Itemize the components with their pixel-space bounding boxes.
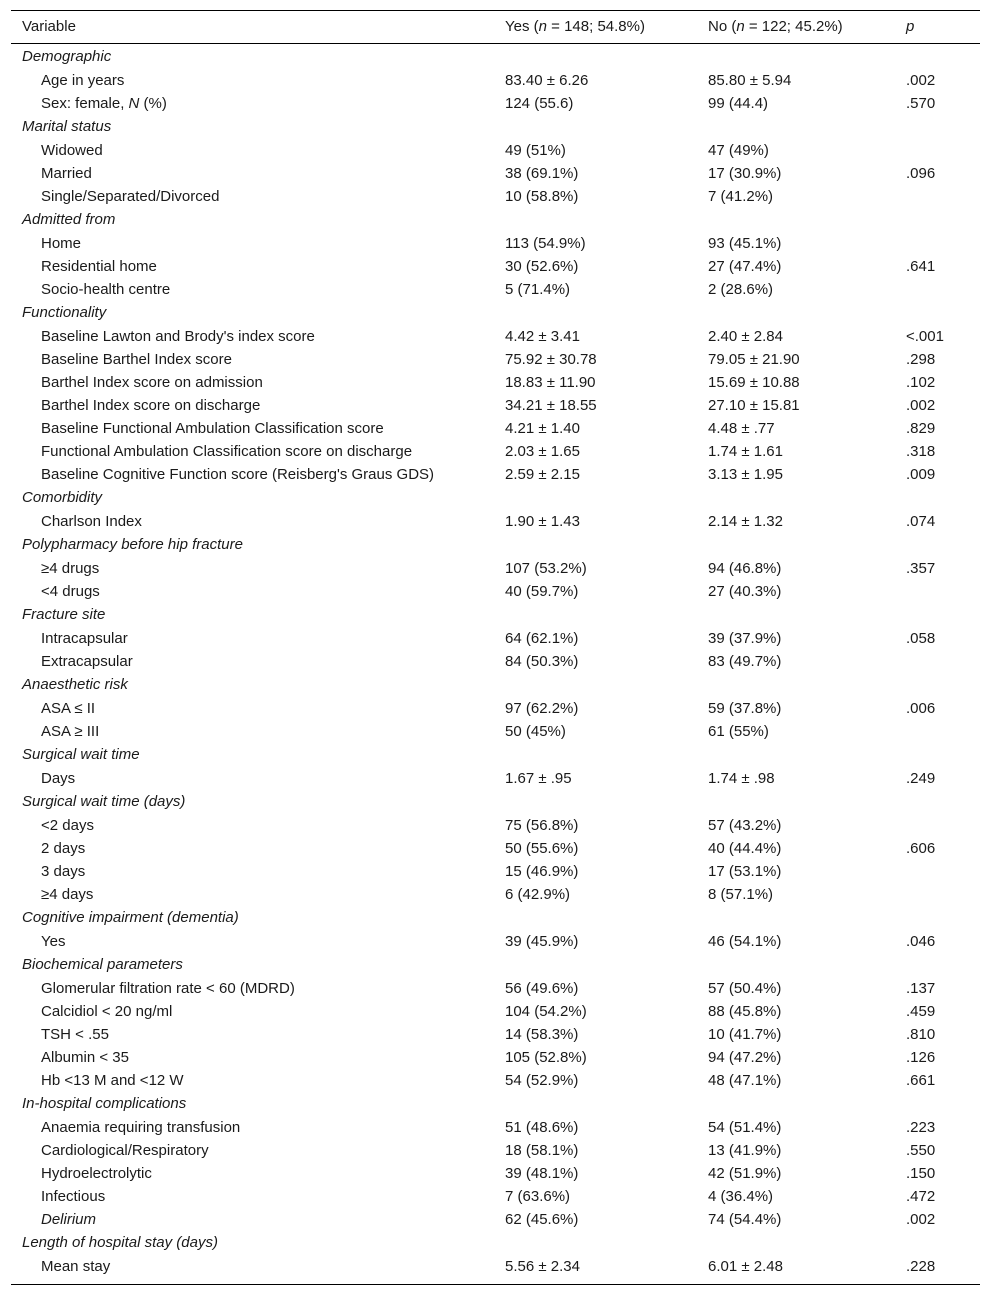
section-label: Cognitive impairment (dementia): [22, 909, 239, 926]
yes-value: 83.40 ± 6.26: [505, 72, 589, 89]
row-label: Calcidiol < 20 ng/ml: [41, 1003, 173, 1020]
no-value: 46 (54.1%): [708, 933, 782, 950]
no-value: 2.14 ± 1.32: [708, 513, 783, 530]
yes-value: 4.21 ± 1.40: [505, 420, 580, 437]
no-value: 1.74 ± .98: [708, 770, 775, 787]
table-row: [11, 69, 980, 92]
yes-value: 50 (55.6%): [505, 840, 579, 857]
no-value: 27 (40.3%): [708, 583, 782, 600]
section-label: Polypharmacy before hip fracture: [22, 536, 243, 553]
section-row: [11, 301, 980, 325]
row-label: Yes: [41, 933, 66, 950]
table-row: [11, 255, 980, 278]
row-label: Hb <13 M and <12 W: [41, 1072, 184, 1089]
p-value: .661: [906, 1072, 936, 1089]
table-row: [11, 1116, 980, 1139]
table-row: [11, 1162, 980, 1185]
p-value: .102: [906, 374, 936, 391]
data-table: [11, 10, 980, 1285]
yes-value: 40 (59.7%): [505, 583, 579, 600]
section-label: Functionality: [22, 304, 107, 321]
p-value: .810: [906, 1026, 936, 1043]
p-value: .829: [906, 420, 936, 437]
row-label: ASA ≤ II: [41, 700, 96, 717]
no-value: 17 (53.1%): [708, 863, 782, 880]
p-value: .606: [906, 840, 936, 857]
yes-value: 75 (56.8%): [505, 817, 579, 834]
row-label: 2 days: [41, 840, 86, 857]
section-label: Anaesthetic risk: [22, 676, 128, 693]
row-label: Intracapsular: [41, 630, 128, 647]
row-label: Albumin < 35: [41, 1049, 129, 1066]
section-row: [11, 486, 980, 510]
table-row: [11, 697, 980, 720]
table-body: [11, 44, 980, 1284]
no-value: 99 (44.4): [708, 95, 769, 112]
table-row: [11, 580, 980, 603]
section-label: Marital status: [22, 118, 112, 135]
section-label: Surgical wait time (days): [22, 793, 186, 810]
no-value: 79.05 ± 21.90: [708, 351, 800, 368]
row-label: Age in years: [41, 72, 125, 89]
table-row: [11, 139, 980, 162]
p-value: .357: [906, 560, 936, 577]
yes-value: 1.67 ± .95: [505, 770, 572, 787]
table-row: [11, 1139, 980, 1162]
p-value: .228: [906, 1258, 936, 1275]
table-row: [11, 883, 980, 906]
no-value: 2.40 ± 2.84: [708, 328, 783, 345]
yes-value: 15 (46.9%): [505, 863, 579, 880]
section-label: Length of hospital stay (days): [22, 1234, 218, 1251]
row-label: Baseline Cognitive Function score (Reisberg's Graus GDS): [41, 466, 435, 483]
table-row: [11, 1023, 980, 1046]
yes-value: 105 (52.8%): [505, 1049, 587, 1066]
p-value: .006: [906, 700, 936, 717]
p-value: .009: [906, 466, 936, 483]
p-value: .223: [906, 1119, 936, 1136]
table-row: [11, 371, 980, 394]
section-row: [11, 743, 980, 767]
section-label: Fracture site: [22, 606, 106, 623]
row-label: Baseline Barthel Index score: [41, 351, 232, 368]
section-row: [11, 1231, 980, 1255]
table-header: [11, 11, 980, 43]
no-value: 7 (41.2%): [708, 188, 774, 205]
no-value: 13 (41.9%): [708, 1142, 782, 1159]
yes-value: 104 (54.2%): [505, 1003, 587, 1020]
yes-value: 124 (55.6): [505, 95, 574, 112]
row-label: <4 drugs: [41, 583, 100, 600]
no-value: 94 (46.8%): [708, 560, 782, 577]
table-row: [11, 650, 980, 673]
table-row: [11, 463, 980, 486]
row-label: Baseline Functional Ambulation Classification score: [41, 420, 384, 437]
yes-value: 97 (62.2%): [505, 700, 579, 717]
section-row: [11, 953, 980, 977]
yes-value: 50 (45%): [505, 723, 566, 740]
row-label: TSH < .55: [41, 1026, 109, 1043]
no-value: 94 (47.2%): [708, 1049, 782, 1066]
section-label: Surgical wait time: [22, 746, 140, 763]
row-label: Home: [41, 235, 82, 252]
row-label: Mean stay: [41, 1258, 111, 1275]
yes-value: 51 (48.6%): [505, 1119, 579, 1136]
p-value: .002: [906, 72, 936, 89]
row-label: Widowed: [41, 142, 103, 159]
section-row: [11, 208, 980, 232]
p-value: .137: [906, 980, 936, 997]
row-label: Delirium: [41, 1211, 97, 1228]
row-label: Married: [41, 165, 92, 182]
table-row: [11, 837, 980, 860]
table-row: [11, 1000, 980, 1023]
row-label: Infectious: [41, 1188, 106, 1205]
no-value: 1.74 ± 1.61: [708, 443, 783, 460]
no-value: 10 (41.7%): [708, 1026, 782, 1043]
row-label: Glomerular filtration rate < 60 (MDRD): [41, 980, 295, 997]
row-label: ≥4 days: [41, 886, 94, 903]
row-label: Sex: female, N (%): [41, 95, 167, 112]
row-label: Functional Ambulation Classification score on discharge: [41, 443, 413, 460]
yes-value: 107 (53.2%): [505, 560, 587, 577]
table-row: [11, 720, 980, 743]
yes-value: 10 (58.8%): [505, 188, 579, 205]
table-row: [11, 1046, 980, 1069]
no-value: 48 (47.1%): [708, 1072, 782, 1089]
table-row: [11, 440, 980, 463]
no-value: 40 (44.4%): [708, 840, 782, 857]
p-value: .249: [906, 770, 936, 787]
row-label: Barthel Index score on discharge: [41, 397, 261, 414]
table-row: [11, 394, 980, 417]
no-value: 8 (57.1%): [708, 886, 774, 903]
table-row: [11, 1255, 980, 1278]
yes-value: 18 (58.1%): [505, 1142, 579, 1159]
row-label: Socio-health centre: [41, 281, 171, 298]
yes-value: 64 (62.1%): [505, 630, 579, 647]
row-label: ASA ≥ III: [41, 723, 100, 740]
no-value: 57 (50.4%): [708, 980, 782, 997]
table-row: [11, 417, 980, 440]
table-row: [11, 92, 980, 115]
table-row: [11, 510, 980, 533]
row-label: Barthel Index score on admission: [41, 374, 263, 391]
table-row: [11, 814, 980, 837]
section-label: Comorbidity: [22, 489, 103, 506]
p-value: .058: [906, 630, 936, 647]
yes-value: 14 (58.3%): [505, 1026, 579, 1043]
section-row: [11, 790, 980, 814]
p-value: .298: [906, 351, 936, 368]
no-value: 6.01 ± 2.48: [708, 1258, 783, 1275]
yes-value: 75.92 ± 30.78: [505, 351, 597, 368]
section-row: [11, 906, 980, 930]
yes-value: 39 (45.9%): [505, 933, 579, 950]
row-label: Extracapsular: [41, 653, 133, 670]
row-label: <2 days: [41, 817, 94, 834]
table-row: [11, 860, 980, 883]
no-value: 59 (37.8%): [708, 700, 782, 717]
row-label: Baseline Lawton and Brody's index score: [41, 328, 315, 345]
yes-value: 113 (54.9%): [505, 235, 586, 252]
row-label: ≥4 drugs: [41, 560, 100, 577]
row-label: Cardiological/Respiratory: [41, 1142, 209, 1159]
yes-value: 5 (71.4%): [505, 281, 571, 298]
p-value: <.001: [906, 328, 944, 345]
table-bottom-rule: [11, 1284, 980, 1285]
table-row: [11, 930, 980, 953]
table-row: [11, 348, 980, 371]
header-p: p: [906, 18, 915, 35]
section-label: Biochemical parameters: [22, 956, 183, 973]
row-label: Anaemia requiring transfusion: [41, 1119, 241, 1136]
table-row: [11, 1208, 980, 1231]
yes-value: 6 (42.9%): [505, 886, 571, 903]
yes-value: 4.42 ± 3.41: [505, 328, 580, 345]
p-value: .459: [906, 1003, 936, 1020]
no-value: 42 (51.9%): [708, 1165, 782, 1182]
yes-value: 30 (52.6%): [505, 258, 579, 275]
no-value: 93 (45.1%): [708, 235, 782, 252]
no-value: 4.48 ± .77: [708, 420, 775, 437]
no-value: 15.69 ± 10.88: [708, 374, 800, 391]
yes-value: 1.90 ± 1.43: [505, 513, 580, 530]
section-row: [11, 115, 980, 139]
p-value: .472: [906, 1188, 936, 1205]
no-value: 3.13 ± 1.95: [708, 466, 783, 483]
table-row: [11, 977, 980, 1000]
p-value: .126: [906, 1049, 936, 1066]
no-value: 61 (55%): [708, 723, 769, 740]
header-variable: Variable: [22, 18, 76, 35]
yes-value: 7 (63.6%): [505, 1188, 571, 1205]
no-value: 39 (37.9%): [708, 630, 782, 647]
no-value: 88 (45.8%): [708, 1003, 782, 1020]
p-value: .641: [906, 258, 936, 275]
no-value: 57 (43.2%): [708, 817, 782, 834]
section-row: [11, 533, 980, 557]
section-row: [11, 1092, 980, 1116]
p-value: .002: [906, 1211, 936, 1228]
section-label: Admitted from: [22, 211, 116, 228]
section-row: [11, 45, 980, 69]
yes-value: 2.03 ± 1.65: [505, 443, 580, 460]
table-row: [11, 185, 980, 208]
no-value: 74 (54.4%): [708, 1211, 782, 1228]
no-value: 47 (49%): [708, 142, 769, 159]
p-value: .074: [906, 513, 936, 530]
table-row: [11, 278, 980, 301]
yes-value: 5.56 ± 2.34: [505, 1258, 580, 1275]
section-label: In-hospital complications: [22, 1095, 187, 1112]
p-value: .570: [906, 95, 936, 112]
table-row: [11, 1185, 980, 1208]
header-no: No (n = 122; 45.2%): [708, 18, 843, 35]
yes-value: 54 (52.9%): [505, 1072, 579, 1089]
yes-value: 84 (50.3%): [505, 653, 579, 670]
section-row: [11, 673, 980, 697]
yes-value: 18.83 ± 11.90: [505, 374, 596, 391]
table-row: [11, 1069, 980, 1092]
row-label: Charlson Index: [41, 513, 142, 530]
section-row: [11, 603, 980, 627]
no-value: 54 (51.4%): [708, 1119, 782, 1136]
no-value: 83 (49.7%): [708, 653, 782, 670]
yes-value: 62 (45.6%): [505, 1211, 579, 1228]
table-row: [11, 627, 980, 650]
yes-value: 49 (51%): [505, 142, 566, 159]
no-value: 85.80 ± 5.94: [708, 72, 792, 89]
p-value: .318: [906, 443, 936, 460]
p-value: .150: [906, 1165, 936, 1182]
yes-value: 56 (49.6%): [505, 980, 579, 997]
row-label: Hydroelectrolytic: [41, 1165, 152, 1182]
header-yes: Yes (n = 148; 54.8%): [505, 18, 645, 35]
no-value: 17 (30.9%): [708, 165, 782, 182]
p-value: .002: [906, 397, 936, 414]
table-row: [11, 162, 980, 185]
yes-value: 39 (48.1%): [505, 1165, 579, 1182]
row-label: Single/Separated/Divorced: [41, 188, 220, 205]
p-value: .550: [906, 1142, 936, 1159]
p-value: .046: [906, 933, 936, 950]
table-row: [11, 557, 980, 580]
section-label: Demographic: [22, 48, 112, 65]
row-label: 3 days: [41, 863, 86, 880]
yes-value: 34.21 ± 18.55: [505, 397, 597, 414]
no-value: 4 (36.4%): [708, 1188, 774, 1205]
yes-value: 38 (69.1%): [505, 165, 579, 182]
yes-value: 2.59 ± 2.15: [505, 466, 580, 483]
no-value: 27 (47.4%): [708, 258, 782, 275]
table-row: [11, 767, 980, 790]
row-label: Days: [41, 770, 76, 787]
table-row: [11, 325, 980, 348]
row-label: Residential home: [41, 258, 157, 275]
table-row: [11, 232, 980, 255]
no-value: 27.10 ± 15.81: [708, 397, 800, 414]
no-value: 2 (28.6%): [708, 281, 774, 298]
p-value: .096: [906, 165, 936, 182]
